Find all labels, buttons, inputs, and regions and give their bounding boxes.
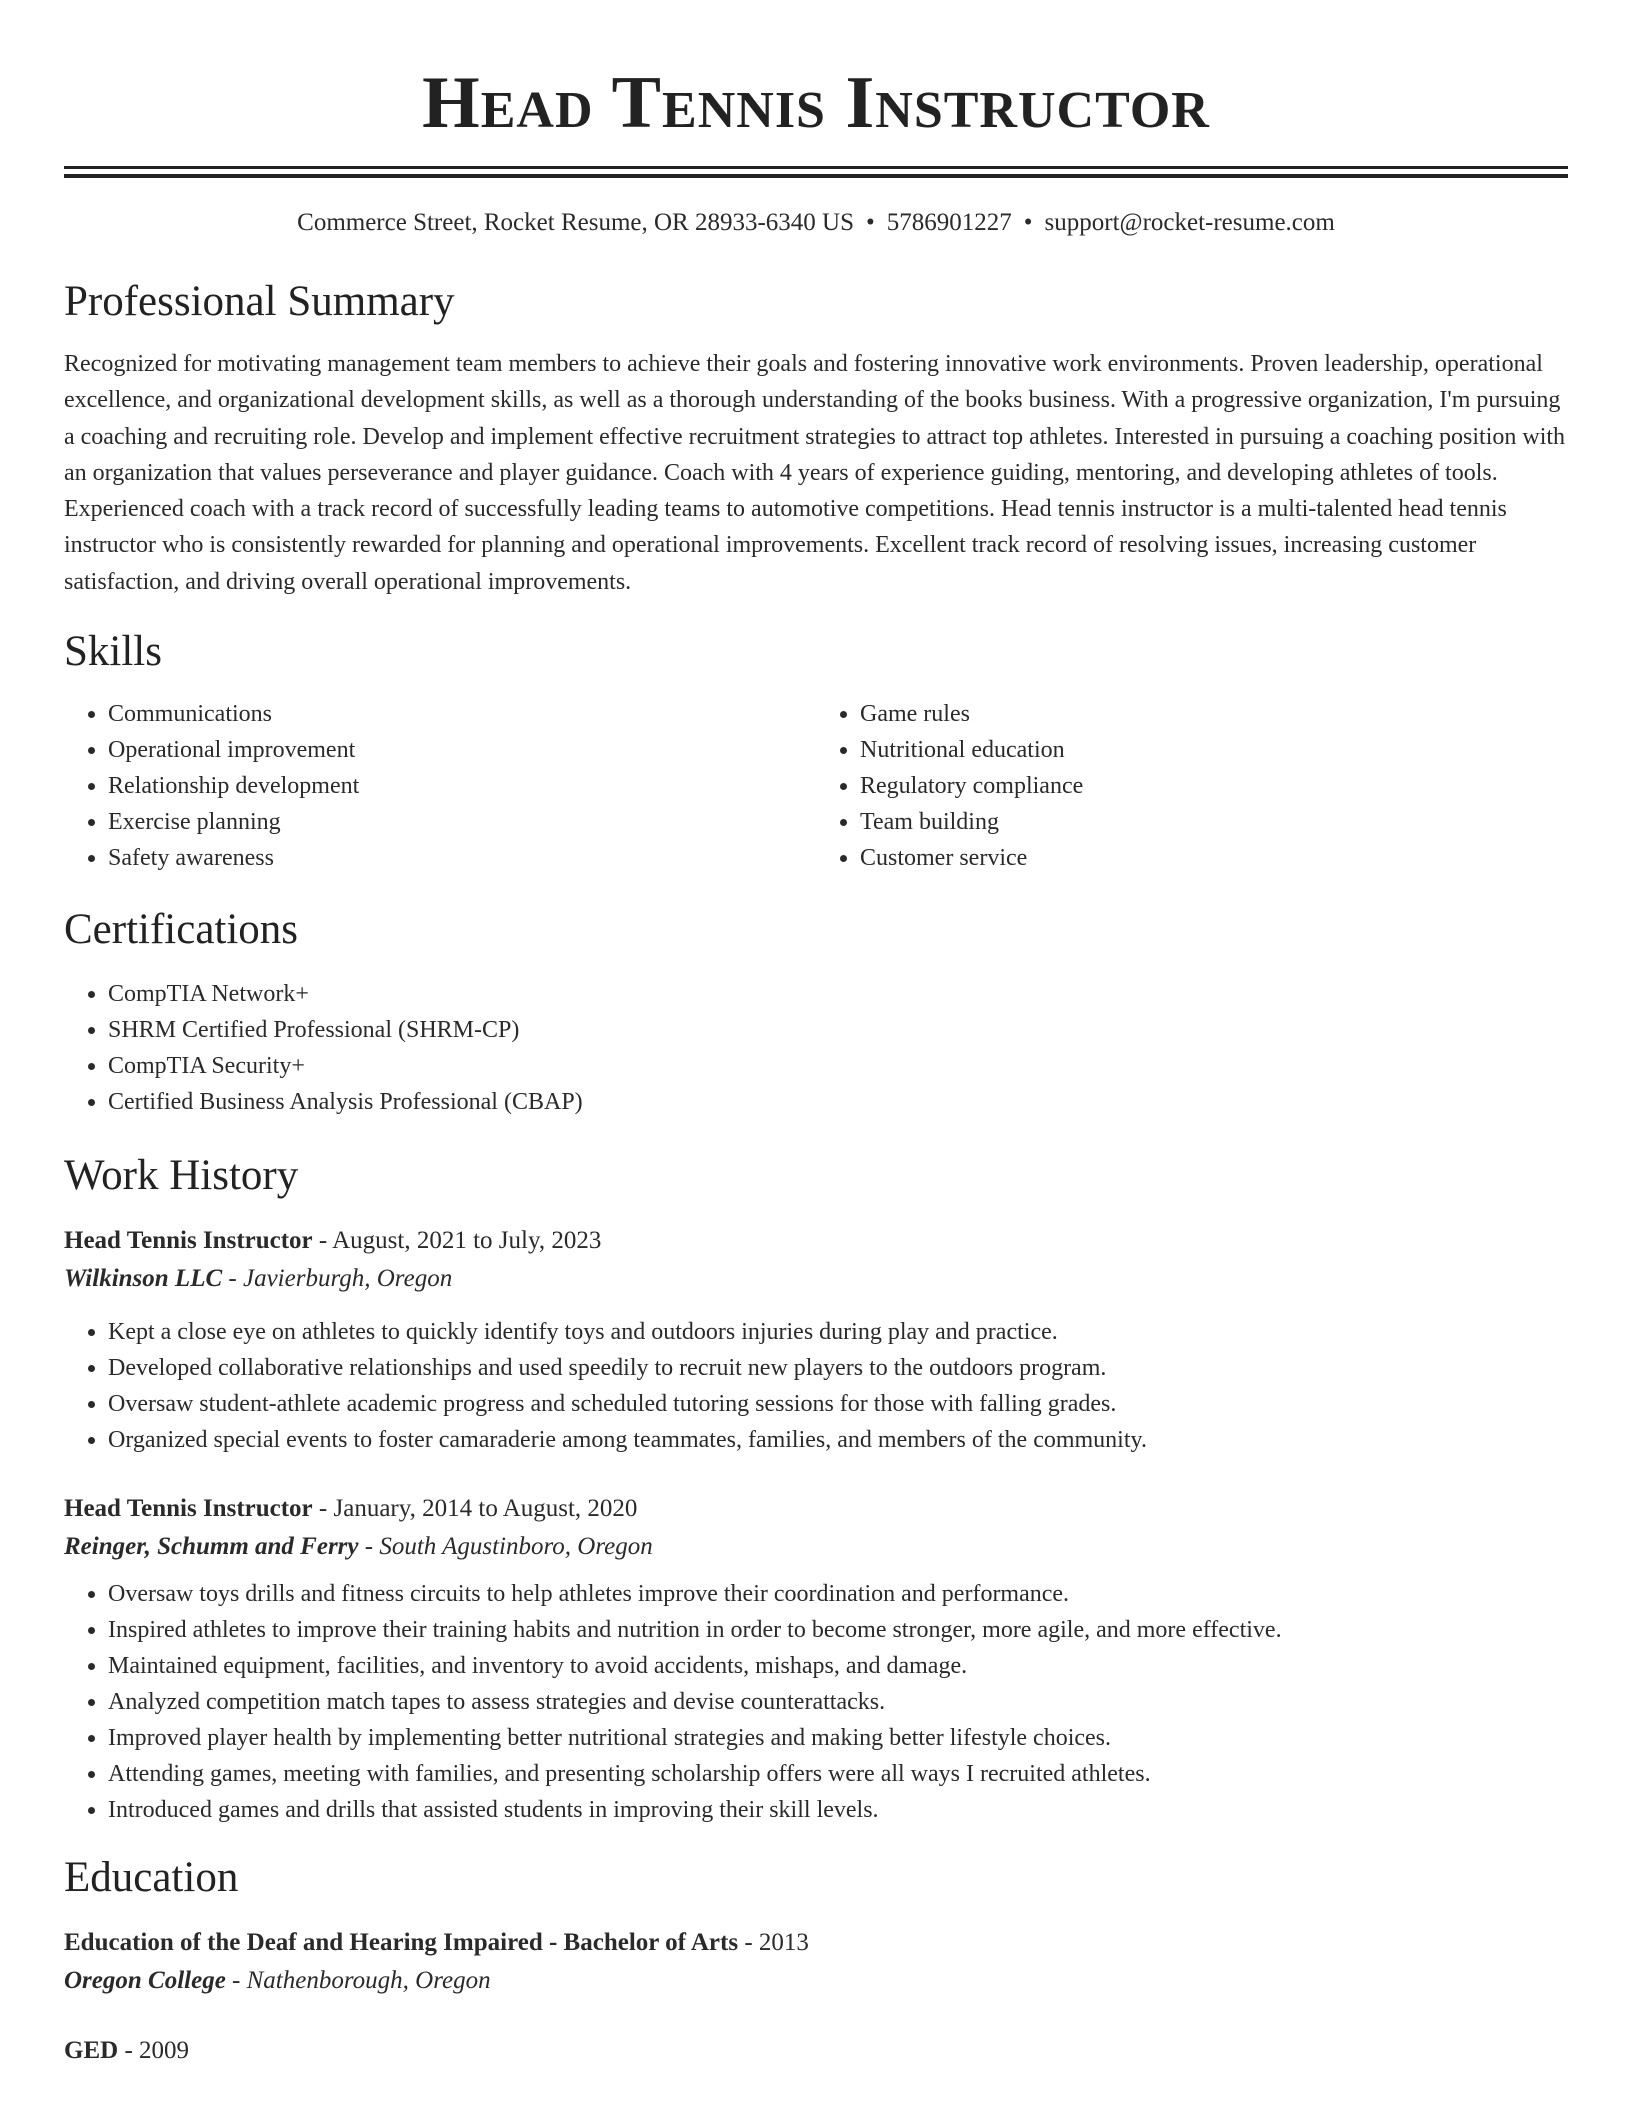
education-location: Nathenborough, Oregon bbox=[246, 1967, 491, 1995]
education-year: 2013 bbox=[758, 1929, 809, 1957]
job-bullet: • Kept a close eye on athletes to quickly identify toys and outdoors injuries during play and practice. bbox=[108, 1314, 1568, 1350]
contact-address: Commerce Street, Rocket Resume, OR 28933-6340 US bbox=[297, 209, 855, 236]
certification-item: • Certified Business Analysis Professional (CBAP) bbox=[108, 1084, 1568, 1120]
education-school: Oregon College bbox=[64, 1967, 226, 1995]
job-location: South Agustinboro, Oregon bbox=[379, 1533, 653, 1561]
education-degree: Education of the Deaf and Hearing Impaired - Bachelor of Arts bbox=[64, 1929, 739, 1957]
resume-name: Head Tennis Instructor bbox=[422, 62, 1210, 144]
resume-page bbox=[64, 0, 1568, 2070]
dash: - bbox=[222, 1265, 243, 1293]
job-bullet: • Maintained equipment, facilities, and inventory to avoid accidents, mishaps, and damage. bbox=[108, 1648, 1568, 1684]
job-title: Head Tennis Instructor bbox=[64, 1495, 313, 1523]
work-history-heading: Work History bbox=[64, 1152, 299, 1200]
dash: - bbox=[225, 1967, 247, 1995]
contact-separator: • bbox=[866, 209, 875, 236]
job-dates: January, 2014 to August, 2020 bbox=[333, 1495, 638, 1523]
skill-item: • Operational improvement bbox=[108, 732, 816, 768]
education-heading: Education bbox=[64, 1854, 239, 1902]
job-title: Head Tennis Instructor bbox=[64, 1227, 313, 1255]
contact-line bbox=[64, 208, 1568, 238]
header-divider bbox=[64, 166, 1568, 178]
certification-item: • CompTIA Security+ bbox=[108, 1048, 1568, 1084]
job-bullet: • Introduced games and drills that assisted students in improving their skill levels. bbox=[108, 1792, 1568, 1828]
job-bullet: • Improved player health by implementing better nutritional strategies and making better lifestyle choices. bbox=[108, 1720, 1568, 1756]
job-location: Javierburgh, Oregon bbox=[242, 1265, 453, 1293]
job-bullet: • Oversaw toys drills and fitness circuits to help athletes improve their coordination and performance. bbox=[108, 1576, 1568, 1612]
job-company: Wilkinson LLC bbox=[64, 1265, 223, 1293]
job-bullet: • Oversaw student-athlete academic progress and scheduled tutoring sessions for those with falling grades. bbox=[108, 1386, 1568, 1422]
education-degree-line bbox=[64, 2032, 1568, 2070]
job-company: Reinger, Schumm and Ferry bbox=[64, 1533, 359, 1561]
certifications-list bbox=[64, 976, 1568, 1120]
summary-text: Recognized for motivating management team members to achieve their goals and fostering innovative work environments. Proven leadership, operational excellence, and organizational development skills, as well as a thorough understanding of the books business. With a progressive organization, I'm pursuing a coaching and recruiting role. Develop and implement effective recruitment strategies to attract top athletes. Interested in pursuing a coaching position with an organization that values perseverance and player guidance. Coach with 4 years of experience guiding, mentoring, and developing athletes of tools. Experienced coach with a track record of successfully leading teams to automotive competitions. Head tennis instructor is a multi-talented head tennis instructor who is consistently rewarded for planning and operational improvements. Excellent track record of resolving issues, increasing customer satisfaction, and driving overall operational improvements. bbox=[64, 351, 1566, 595]
dash: - bbox=[312, 1495, 334, 1523]
job-bullet: • Attending games, meeting with families, and presenting scholarship offers were all ways I recruited athletes. bbox=[108, 1756, 1568, 1792]
job-entry bbox=[64, 1490, 1568, 1828]
job-bullets bbox=[64, 1314, 1568, 1458]
dash: - bbox=[118, 2037, 140, 2065]
education-degree: GED bbox=[64, 2037, 119, 2065]
education-year: 2009 bbox=[139, 2037, 190, 2065]
education-entry bbox=[64, 1924, 1568, 2000]
certifications-heading: Certifications bbox=[64, 906, 299, 954]
job-company-line bbox=[64, 1528, 1568, 1566]
skill-item: • Safety awareness bbox=[108, 840, 816, 876]
dash: - bbox=[312, 1227, 333, 1255]
skills-left-list bbox=[64, 696, 816, 876]
job-bullet: • Inspired athletes to improve their training habits and nutrition in order to become stronger, more agile, and more effective. bbox=[108, 1612, 1568, 1648]
job-bullet: • Organized special events to foster camaraderie among teammates, families, and members of the community. bbox=[108, 1422, 1568, 1458]
skills-right-list bbox=[816, 696, 1568, 876]
job-bullet: • Analyzed competition match tapes to assess strategies and devise counterattacks. bbox=[108, 1684, 1568, 1720]
skills-heading: Skills bbox=[64, 628, 162, 676]
skill-item: • Team building bbox=[860, 804, 1568, 840]
skill-item: • Regulatory compliance bbox=[860, 768, 1568, 804]
job-bullet: • Developed collaborative relationships and used speedily to recruit new players to the outdoors program. bbox=[108, 1350, 1568, 1386]
contact-email: support@rocket-resume.com bbox=[1044, 209, 1335, 236]
skill-item: • Communications bbox=[108, 696, 816, 732]
dash: - bbox=[738, 1929, 759, 1957]
contact-separator: • bbox=[1023, 209, 1033, 236]
skill-item: • Game rules bbox=[860, 696, 1568, 732]
job-company-line bbox=[64, 1260, 1568, 1298]
summary-heading: Professional Summary bbox=[64, 278, 455, 325]
dash: - bbox=[358, 1533, 380, 1561]
education-degree-line bbox=[64, 1924, 1568, 1962]
education-entry bbox=[64, 2032, 1568, 2070]
skills-columns bbox=[64, 696, 1568, 876]
skill-item: • Exercise planning bbox=[108, 804, 816, 840]
certification-item: • SHRM Certified Professional (SHRM-CP) bbox=[108, 1012, 1568, 1048]
job-dates: August, 2021 to July, 2023 bbox=[332, 1227, 602, 1255]
skill-item: • Nutritional education bbox=[860, 732, 1568, 768]
job-bullets bbox=[64, 1576, 1568, 1828]
education-school-line bbox=[64, 1962, 1568, 2000]
skill-item: • Relationship development bbox=[108, 768, 816, 804]
contact-phone: 5786901227 bbox=[886, 209, 1012, 236]
job-title-line bbox=[64, 1490, 1568, 1528]
certification-item: • CompTIA Network+ bbox=[108, 976, 1568, 1012]
job-entry bbox=[64, 1222, 1568, 1458]
skill-item: • Customer service bbox=[860, 840, 1568, 876]
job-title-line bbox=[64, 1222, 1568, 1260]
